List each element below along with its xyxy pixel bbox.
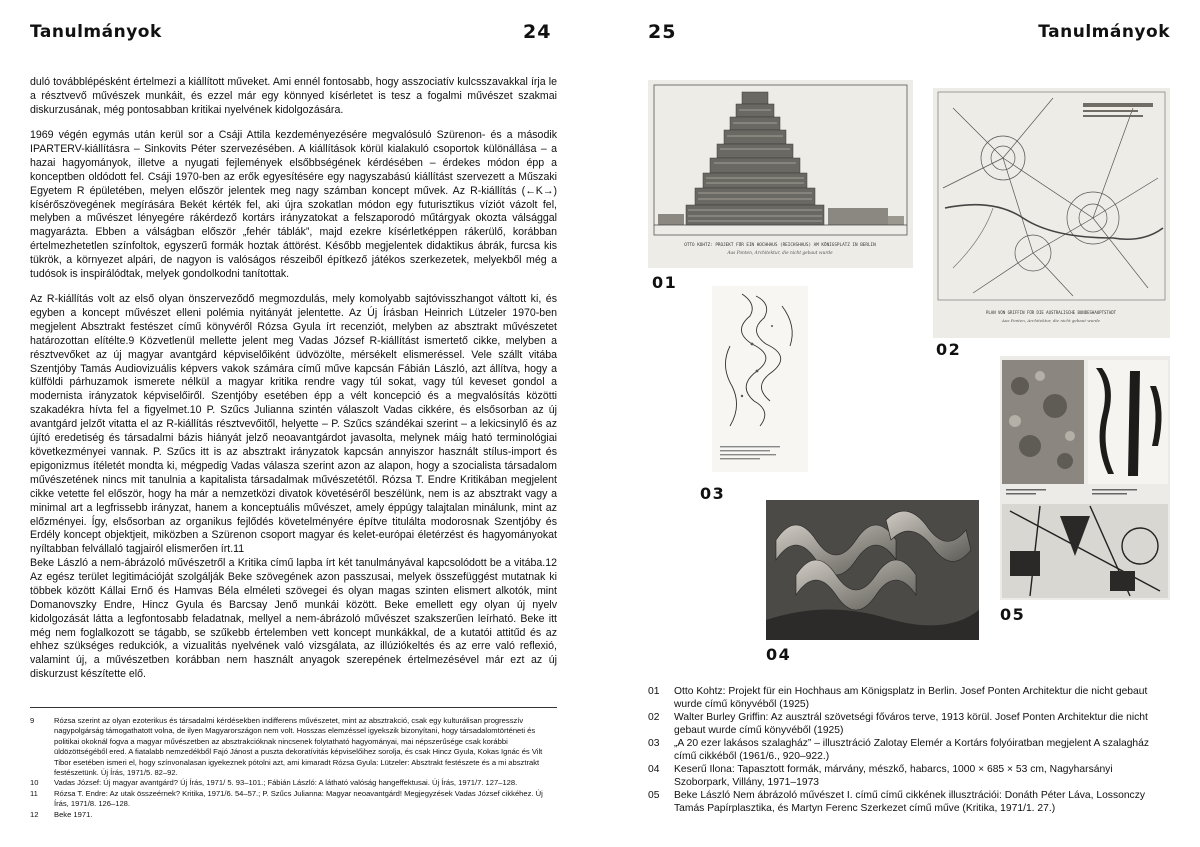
figure-05-artworks-collage	[1000, 356, 1170, 600]
figure-01-source-text: Aus Ponten, Architektur, die nicht gebaut wurde	[727, 251, 833, 256]
figure-label-04: 04	[766, 645, 792, 664]
caption-item: 02 Walter Burley Griffin: Az ausztrál szövetségi főváros terve, 1913 körül. Josef Ponten Architektur die nicht gebaut wurde című könyvéből (1925)	[648, 712, 1148, 736]
left-page-number: 24	[523, 21, 552, 43]
figure-captions	[648, 686, 1170, 816]
figure-label-05: 05	[1000, 605, 1026, 624]
footnote: 12 Beke 1971.	[30, 809, 93, 819]
figure-02-source-text: Aus Ponten, Architektur, die nicht gebaut wurde	[1001, 318, 1101, 323]
figure-01-tower-image	[648, 80, 913, 268]
figure-label-02: 02	[936, 340, 962, 359]
caption-item: 04 Keserű Ilona: Tapasztott formák, márvány, mészkő, habarcs, 1000 × 685 × 53 cm, Nagyharsányi Szoborpark, Villány, 1971–1973	[648, 764, 1113, 789]
figure-01-caption-text: OTTO KOHTZ: PROJEKT FÜR EIN HOCHHAUS (REICHSHAUS) AM KÖNIGSPLATZ IN BERLIN	[684, 243, 876, 248]
body-paragraph-1: duló továbblépésként értelmezi a kiállított műveket. Ami ennél fontosabb, hogy asszociatív kulcsszavakkal írja le a résztvevő művészek munkáit, és ezzel már egy könnyed kísérletet is tesz a fogalmi művészet szakmai diskurzusának, még pontosabban kritikai nyelvének kidolgozására.	[30, 76, 557, 116]
body-paragraph-3: Az R-kiállítás volt az első olyan önszerveződő megmozdulás, mely komolyabb sajtóvisszhangot váltott ki, és egyben a koncept művészet elleni polémia nyitányát jelentette. Az Új Írásban Heinrich Lützeler 1970-ben megjelent Absztrakt festészet című könyvéről Rózsa Gyula írt recenziót, melyben az absztrakt művészetet határozottan elítélte.9 Közvetlenül mellette jelent meg Vadas József R-kiállítást ismertető cikke, melyben a résztvevőket az új magyar avantgárd képviselőiként üdvözölte, mérsékelt elismeréssel. Vele szállt vitába Szentjóby Tamás Audiovizuális képvers vakok számára című műve kapcsán Fábián László, azt állítva, hogy a külföldi párhuzamok ismerete nélkül a magyar kritika rendre vagy túl sokat, vagy túl keveset gondol a modernista irányzatok képviselőiről. Szentjóby esetében épp a vélt koncepció és a megvalósítás közötti szakadékra hívta fel a figyelmet.10 P. Szűcs Julianna szintén válaszolt Vadas cikkére, és elsősorban az új avantgárd jelzőt vitatta el az R-kiállítás résztvevőitől, helyette – P. Szűcs szándékai szerint – a lekicsinylő és az újító eredetiség és társadalmi bázis hiányát jelző neoavantgárdot javasolta, melynek máig ható terminológiai következményei vannak. P. Szűcs itt is az absztrakt irányzatok kapcsán annyiszor használt stílus-import és epigonizmus ítéletét mondta ki, mégpedig Vadas válasza szerint azon az alapon, hogy a szocialista társadalom művészetének nincs mit tanulnia a kapitalista társadalmak művészetétől. Rózsa T. Endre Kritikában megjelent cikke vetette fel először, hogy ha már a nemzetközi divatok követéséről beszélünk, nem is az absztrakt vagy a minimal art a legfrissebb irányzat, hanem a konceptuális művészet, amely éppúgy talajtalan minálunk, mint az előzményei. Így, elsősorban az organikus fejlődés követelményére építve titulálta modorosnak Szentjóby és Erdély koncept objektjeit, miközben a Szürenon csoport magyar és kelet-európai életérzést és hagyományokat nyíltabban felvállaló tagjairól elismerően írt.11	[30, 293, 557, 556]
footnote: 10 Vadas József: Új magyar avantgárd? Új Írás, 1971/ 5. 93–101.; Fábián László: A látható valóság hangeffektusai. Új Írás, 1971/7. 127–128.	[30, 778, 518, 788]
footnote: 9 Rózsa szerint az olyan ezoterikus és társadalmi kérdésekben indifferens művészetet, mint az absztrakció, csak egy kulturálisan progresszív nagypolgárság támogathatott volna, de ilyen Magyarországon nem volt. Hosszas elemzéssel igyekszik bizonyítani, hogy társadalomtörténeti és politikai okoknál fogva a magyar művészetben az absztrakcióknak nincsenek folytatható hagyományai, mai népszerűsége csak korábbi üldözöttségéből ered. A fiatalabb nemzedékből Fajó Jánost a puszta dekoratívitás képviselőihez sorolja, és csak Hincz Gyula, Kokas Ignác és Vilt Tibor esetében ismeri el, hogy színvonalasan igyekeznek pótolni azt, ami kimaradt Rózsa Gyula: Lützeler: Absztrakt festészete és a mi absztrakt festészetünk. Új Írás, 1971/5. 82–92.	[30, 716, 543, 778]
figure-label-01: 01	[652, 273, 678, 292]
footnotes	[30, 716, 557, 820]
body-paragraph-4: Beke László a nem-ábrázoló művészetről a Kritika című lapba írt két tanulmányával kapcsolódott be a vitába.12 Az egész terület legitimációját szolgálják Beke szövegének azon passzusai, melyek összefüggést mutatnak ki többek között Kállai Ernő és Hamvas Béla elméleti szövegei és olyan magas szinten elismert alkotók, mint Domanovszky Endre, Hincz Gyula és Barcsay Jenő munkái között. Beke emellett egy olyan új nyelv kidolgozását látta a legfontosabb feladatnak, mellyel a nem-ábrázoló művészet szakszerűen leírható. Beke itt még nem foglalkozott se tágabb, se szűkebb értelemben vett koncept munkákkal, de a kutatói attitűd és az ehhez szükséges redukciók, a vizualitás nyelvének való vizsgálata, az illúziókeltés és az erre való reflexió, valamint új, a művészetben korábban nem használt anyagok szerepének értelmezésével már ezt az új diskurzust készítette elő.	[30, 557, 557, 681]
figure-03-ribbon-house-drawing	[712, 286, 808, 472]
footnote-divider	[30, 707, 557, 708]
figure-02-city-plan-image	[933, 88, 1170, 338]
figure-04-sculpture-photo	[766, 500, 979, 640]
caption-item: 01 Otto Kohtz: Projekt für ein Hochhaus am Königsplatz in Berlin. Josef Ponten Architektur die nicht gebaut wurde című könyvéből (1925)	[648, 686, 1148, 710]
right-page-number: 25	[648, 21, 677, 43]
caption-item: 03 „A 20 ezer lakásos szalagház” – illusztráció Zalotay Elemér a Kortárs folyóiratban megjelent A szalagház című cikkéből (1961/6., 920–922.)	[648, 738, 1150, 762]
figure-02-caption-text: PLAN VON GRIFFIN FÜR DIE AUSTRALISCHE BUNDESHAUPTSTADT	[985, 310, 1117, 315]
footnote: 11 Rózsa T. Endre: Az utak összeérnek? Kritika, 1971/6. 54–57.; P. Szűcs Julianna: Magyar neoavantgárd! Megjegyzések Vadas József cikkéhez. Új Írás, 1971/8. 126–128.	[30, 788, 543, 809]
figure-label-03: 03	[700, 484, 726, 503]
right-running-title: Tanulmányok	[1038, 22, 1170, 42]
caption-item: 05 Beke László Nem ábrázoló művészet I. című című cikkének illusztrációi: Donáth Péter Láva, Lossonczy Tamás Papírplasztika, és Martyn Ferenc Szerkezet című műve (Kritika, 1971/1. 27.)	[648, 790, 1146, 815]
body-paragraph-2: 1969 végén egymás után kerül sor a Csáji Attila kezdeményezésére megvalósuló Szürenon- és a második IPARTERV-kiállításra – Sinkovits Péter szervezésében. A kiállítások körül kialakuló csoportok különállása – a hazai hagyományok, illetve a nyugati fejlemények elsőbbségének kérdésében – érdekes módon épp a konceptben oldódott fel. Csáji 1970-ben az erők egyesítésére egy nagyszabású kiállítást szervezett a Műszaki Egyetem R épületében, melyen először jelentek meg nagy számban koncept művek. Az R-kiállítás (←K→) kísérőszövegének megírására Bekét kérték fel, aki újra szokatlan módon egy futurisztikus víziót vázolt fel, melyben a művészet lényegére rákérdező kortárs irányzatokat a felszaporodó műtárgyak okozta válsággal magyarázta. Ebben a válságban először „fehér táblák”, majd ezekre kísérletképpen rákerülő, korábban értelmezhetetlen színfoltok, egyszerű formák hoztak áttörést. Később megjelentek didaktikus ábrák, furcsa kis tükrök, a környezet alpári, de nagyon is valóságos részeiből építkező játékos szerkezetek, melyekből még a tudósok is inspirálódtak, melyek gondolkodni tanítottak.	[30, 129, 557, 281]
left-running-title: Tanulmányok	[30, 22, 162, 42]
